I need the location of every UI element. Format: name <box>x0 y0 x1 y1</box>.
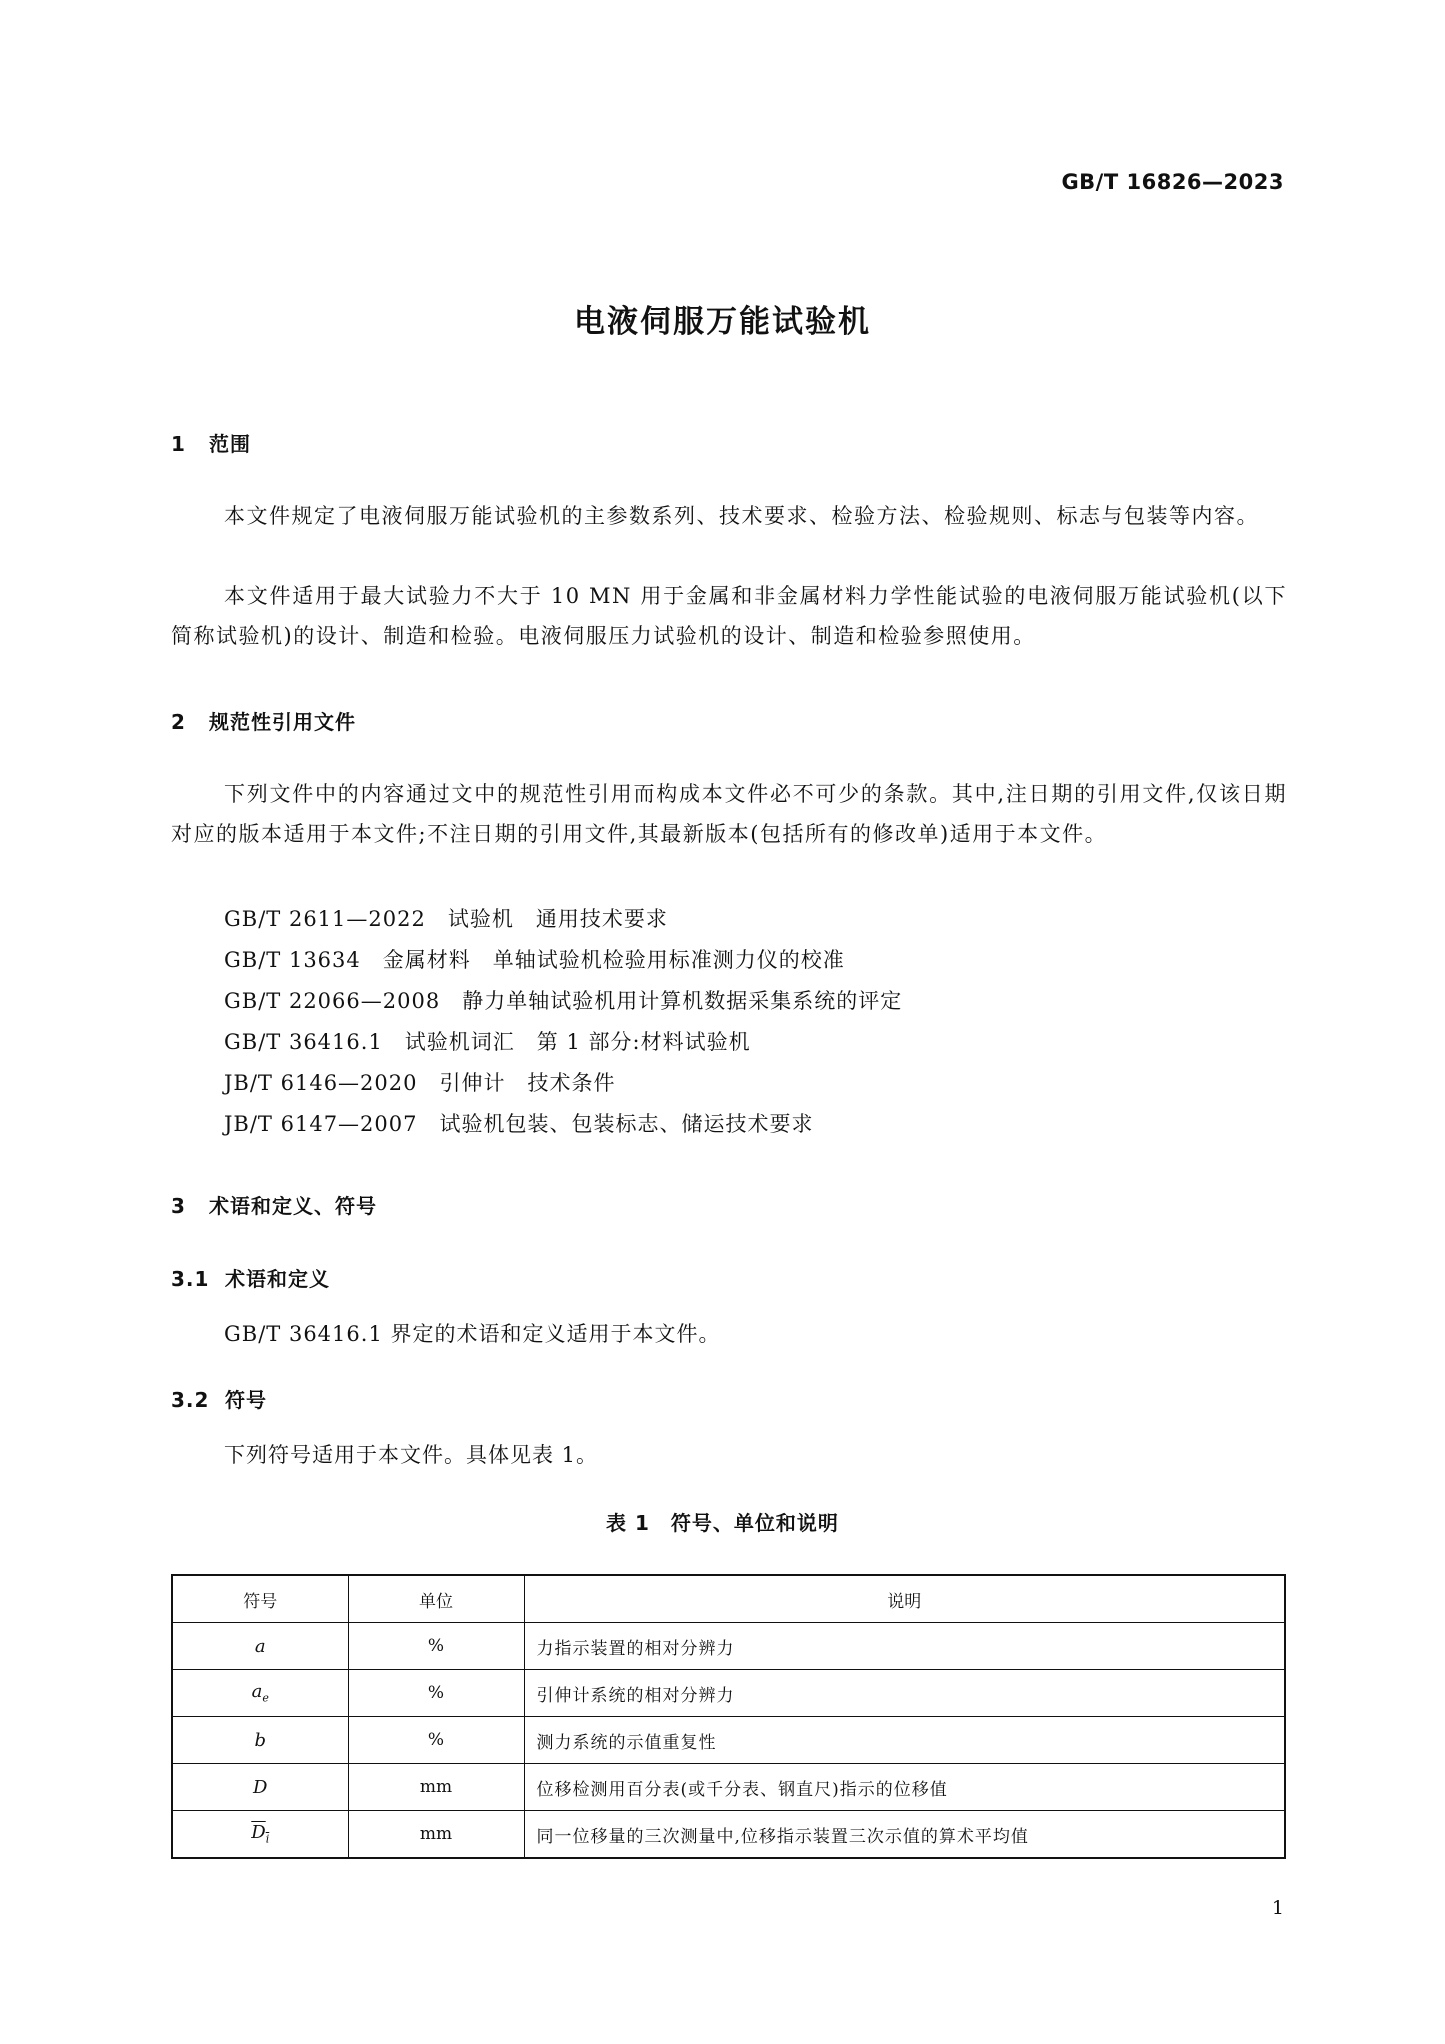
symbol-subscript: i <box>265 1832 270 1846</box>
section-number: 2 <box>171 710 186 734</box>
reference-item: JB/T 6146—2020 引伸计 技术条件 <box>224 1071 616 1095</box>
table-row <box>172 1717 1285 1764</box>
symbol-cell <box>172 1670 348 1717</box>
description-cell: 测力系统的示值重复性 <box>524 1717 1285 1764</box>
table-header-row <box>172 1575 1285 1623</box>
section-2-intro: 下列文件中的内容通过文中的规范性引用而构成本文件必不可少的条款。其中,注日期的引用文件,仅该日期对应的版本适用于本文件;不注日期的引用文件,其最新版本(包括所有的修改单)适用于本文件。 <box>171 782 1287 846</box>
section-1-paragraph-2: 本文件适用于最大试验力不大于 10 MN 用于金属和非金属材料力学性能试验的电液伺服万能试验机(以下简称试验机)的设计、制造和检验。电液伺服压力试验机的设计、制造和检验参照使用。 <box>171 584 1287 648</box>
description-cell: 引伸计系统的相对分辨力 <box>524 1670 1285 1717</box>
document-title: 电液伺服万能试验机 <box>574 304 871 340</box>
unit-cell: mm <box>348 1811 524 1859</box>
symbol-cell <box>172 1764 348 1811</box>
standard-number: GB/T 16826—2023 <box>1061 170 1284 194</box>
page-number: 1 <box>1271 1897 1284 1919</box>
symbols-table <box>171 1574 1286 1859</box>
header-symbol: 符号 <box>172 1575 348 1623</box>
description-cell: 位移检测用百分表(或千分表、钢直尺)指示的位移值 <box>524 1764 1285 1811</box>
section-3-1-heading <box>171 1263 330 1292</box>
reference-item: GB/T 36416.1 试验机词汇 第 1 部分:材料试验机 <box>224 1030 751 1054</box>
reference-item: GB/T 22066—2008 静力单轴试验机用计算机数据采集系统的评定 <box>224 989 903 1013</box>
section-2-heading <box>171 706 356 735</box>
unit-cell: % <box>348 1670 524 1717</box>
symbol-text: a <box>254 1635 266 1657</box>
section-3-2-heading <box>171 1384 267 1413</box>
table-row <box>172 1811 1285 1859</box>
reference-item: GB/T 2611—2022 试验机 通用技术要求 <box>224 907 668 931</box>
unit-cell: mm <box>348 1764 524 1811</box>
section-1-paragraph-1: 本文件规定了电液伺服万能试验机的主参数系列、技术要求、检验方法、检验规则、标志与包装等内容。 <box>224 504 1259 528</box>
section-title: 范围 <box>209 432 251 456</box>
description-cell: 同一位移量的三次测量中,位移指示装置三次示值的算术平均值 <box>524 1811 1285 1859</box>
section-number: 3 <box>171 1194 186 1218</box>
section-number: 1 <box>171 432 186 456</box>
symbol-overlined <box>251 1822 270 1846</box>
subsection-number: 3.2 <box>171 1388 210 1412</box>
reference-item: GB/T 13634 金属材料 单轴试验机检验用标准测力仪的校准 <box>224 948 845 972</box>
section-title: 术语和定义、符号 <box>209 1194 377 1218</box>
subsection-title: 术语和定义 <box>225 1267 330 1291</box>
symbol-text: D <box>253 1776 268 1798</box>
header-unit: 单位 <box>348 1575 524 1623</box>
symbol-cell <box>172 1811 348 1859</box>
subsection-number: 3.1 <box>171 1267 210 1291</box>
table-row <box>172 1670 1285 1717</box>
section-title: 规范性引用文件 <box>209 710 356 734</box>
symbol-text: D <box>251 1822 266 1844</box>
unit-cell: % <box>348 1623 524 1670</box>
section-1-heading <box>171 428 251 457</box>
reference-item: JB/T 6147—2007 试验机包装、包装标志、储运技术要求 <box>224 1112 814 1136</box>
table-row <box>172 1623 1285 1670</box>
section-3-1-text: GB/T 36416.1 界定的术语和定义适用于本文件。 <box>224 1322 721 1346</box>
table-caption: 表 1 符号、单位和说明 <box>606 1511 839 1535</box>
symbol-text: b <box>254 1729 267 1751</box>
symbol-cell <box>172 1623 348 1670</box>
symbol-subscript: e <box>262 1691 269 1705</box>
description-cell: 力指示装置的相对分辨力 <box>524 1623 1285 1670</box>
symbol-cell <box>172 1717 348 1764</box>
subsection-title: 符号 <box>225 1388 267 1412</box>
header-description: 说明 <box>524 1575 1285 1623</box>
symbol-text: a <box>251 1681 263 1703</box>
unit-cell: % <box>348 1717 524 1764</box>
table-row <box>172 1764 1285 1811</box>
section-3-2-text: 下列符号适用于本文件。具体见表 1。 <box>224 1443 599 1467</box>
section-3-heading <box>171 1190 377 1219</box>
